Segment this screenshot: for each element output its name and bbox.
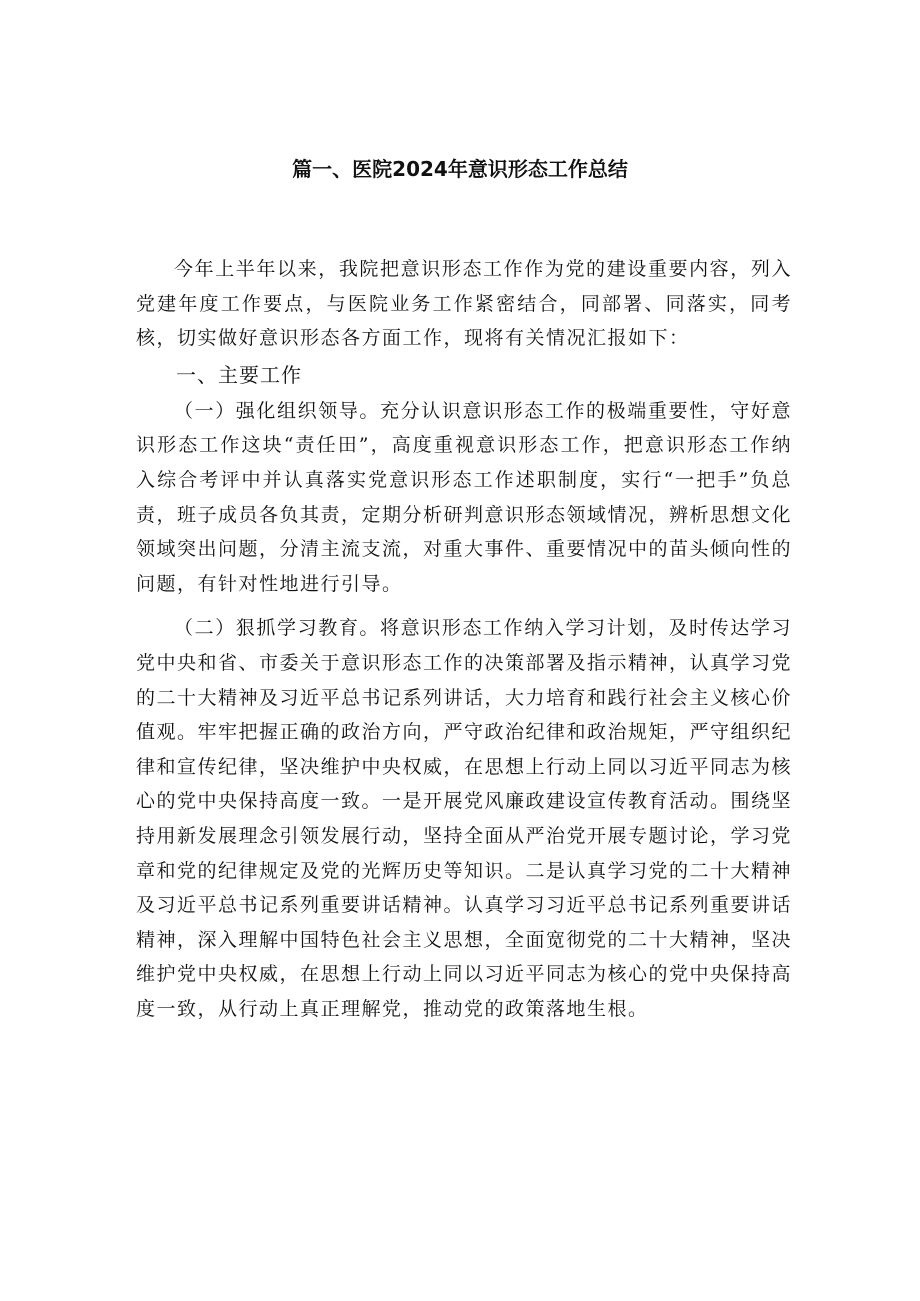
document-body bbox=[136, 252, 792, 1026]
section-heading-main-work: 一、主要工作 bbox=[176, 362, 302, 387]
paragraph-organization-leadership: （一）强化组织领导。充分认识意识形态工作的极端重要性，守好意识形态工作这块“责任田”，高度重视意识形态工作，把意识形态工作纳入综合考评中并认真落实党意识形态工作述职制度，实行“一把手”负总责，班子成员各负其责，定期分析研判意识形态领域情况，辨析思想文化领域突出问题，分清主流支流，对重大事件、重要情况中的苗头倾向性的问题，有针对性地进行引导。 bbox=[136, 399, 793, 595]
intro-paragraph: 今年上半年以来，我院把意识形态工作作为党的建设重要内容，列入党建年度工作要点，与医院业务工作紧密结合，同部署、同落实，同考核，切实做好意识形态各方面工作，现将有关情况汇报如下： bbox=[136, 258, 792, 350]
paragraph-study-education: （二）狠抓学习教育。将意识形态工作纳入学习计划，及时传达学习党中央和省、市委关于意识形态工作的决策部署及指示精神，认真学习党的二十大精神及习近平总书记系列讲话，大力培育和践行社会主义核心价值观。牢牢把握正确的政治方向，严守政治纪律和政治规矩，严守组织纪律和宣传纪律，坚决维护中央权威，在思想上行动上同以习近平同志为核心的党中央保持高度一致。一是开展党风廉政建设宣传教育活动。围绕坚持用新发展理念引领发展行动，坚持全面从严治党开展专题讨论，学习党章和党的纪律规定及党的光辉历史等知识。二是认真学习党的二十大精神及习近平总书记系列重要讲话精神。认真学习习近平总书记系列重要讲话精神，深入理解中国特色社会主义思想，全面宽彻党的二十大精神，坚决维护党中央权威，在思想上行动上同以习近平同志为核心的党中央保持高度一致，从行动上真正理解党，推动党的政策落地生根。 bbox=[136, 617, 793, 1020]
document-title: 篇一、医院2024年意识形态工作总结 bbox=[292, 157, 628, 181]
